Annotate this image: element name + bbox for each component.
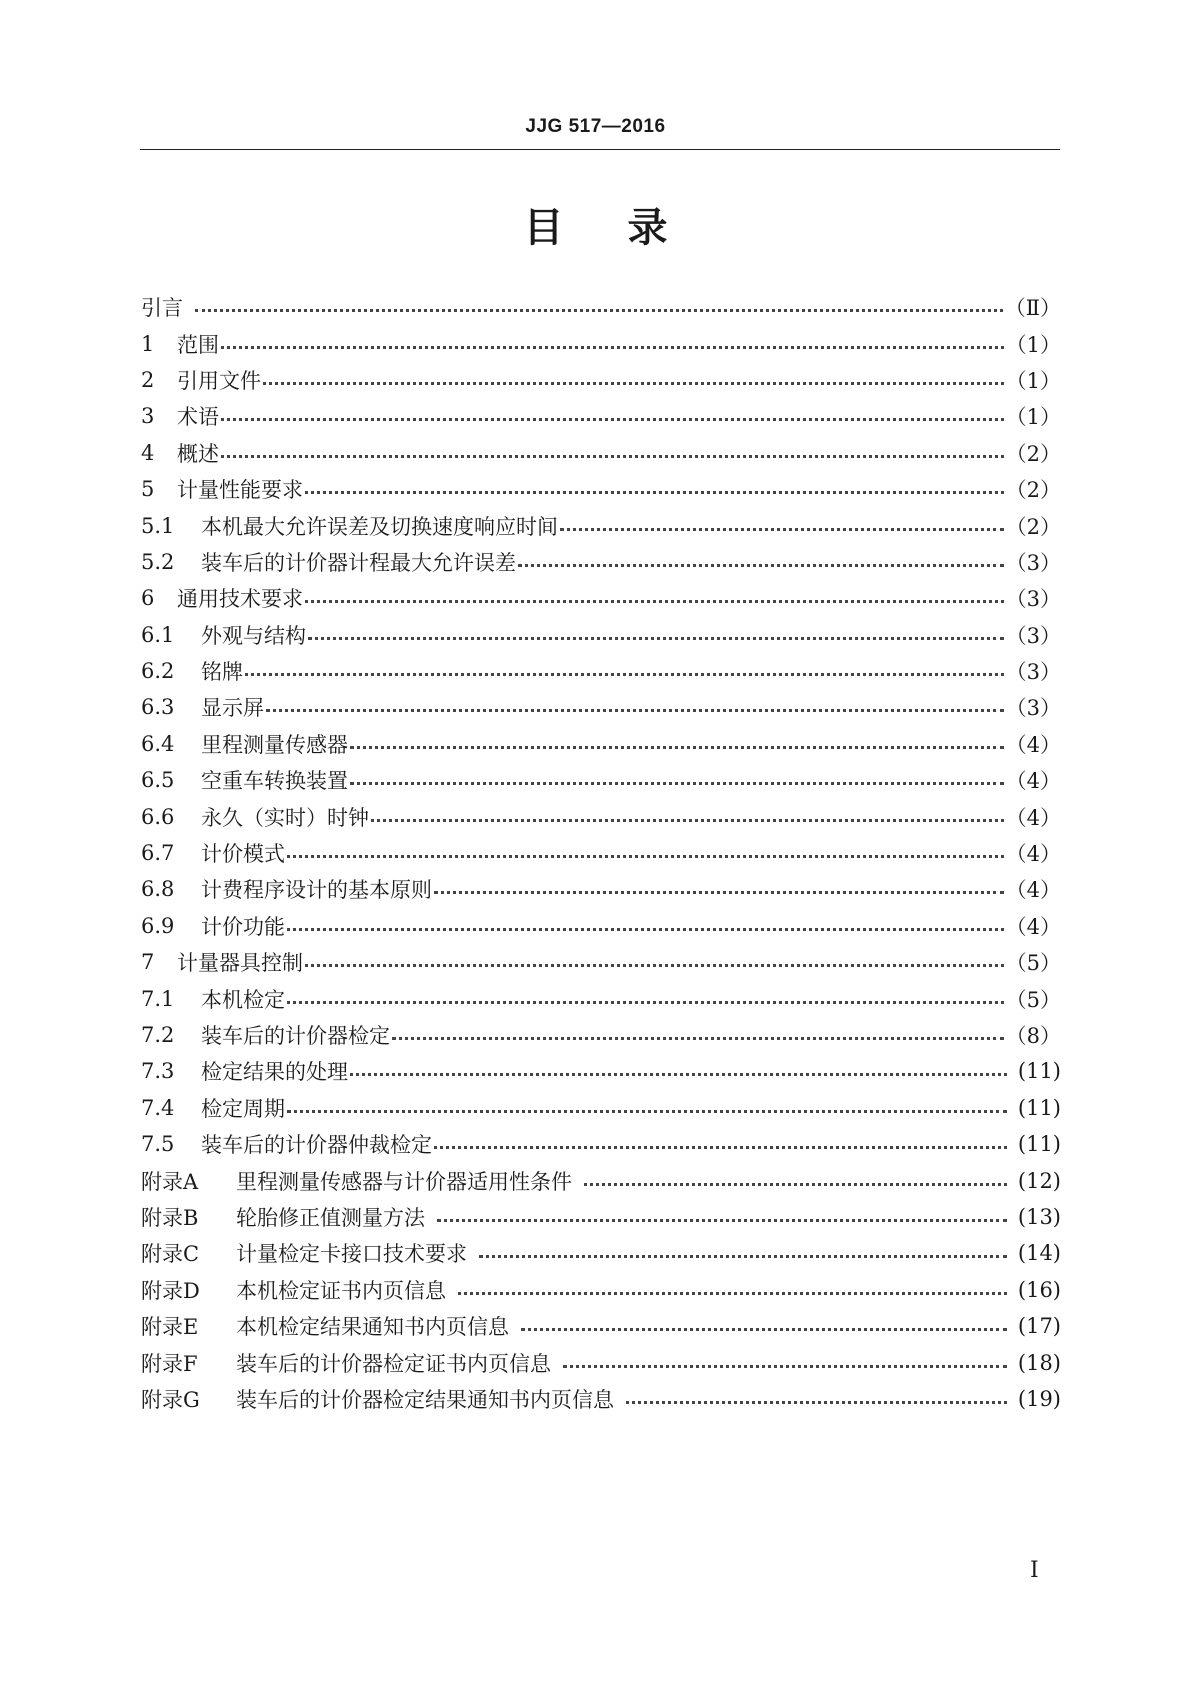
toc-leader-dots [308, 624, 1004, 646]
toc-entry-title: 概述 [177, 441, 219, 466]
toc-entry-page: (19) [1017, 1386, 1061, 1411]
page-number: I [1030, 1558, 1039, 1583]
toc-entry-number: 6.4 [141, 731, 175, 756]
toc-entry-number: 7.3 [141, 1059, 175, 1084]
toc-entry-title: 计量器具控制 [177, 951, 303, 976]
toc-entry-number: 6 [141, 586, 155, 611]
toc-leader-dots [563, 1352, 1007, 1374]
toc-leader-dots [305, 478, 1004, 500]
toc-entry[interactable] [141, 398, 1061, 434]
toc-entry-page: (12) [1017, 1168, 1061, 1193]
toc-leader-dots [266, 696, 1004, 718]
toc-entry[interactable] [141, 908, 1061, 944]
page-title-char-2: 录 [627, 205, 668, 251]
toc-leader-dots [560, 515, 1004, 537]
toc-leader-dots [350, 769, 1004, 791]
toc-entry-number: 附录A [141, 1169, 199, 1194]
toc-entry[interactable] [141, 835, 1061, 871]
toc-entry[interactable] [141, 689, 1061, 725]
toc-entry-title: 范围 [177, 332, 219, 357]
toc-entry-title: 术语 [177, 405, 219, 430]
toc-leader-dots [263, 369, 1004, 391]
toc-entry-title: 本机检定 [201, 987, 285, 1012]
toc-entry-page: （4） [1005, 732, 1061, 757]
toc-entry-page: （3） [1005, 623, 1061, 648]
toc-entry-title: 轮胎修正值测量方法 [236, 1205, 425, 1230]
page-title [0, 200, 1191, 256]
toc-entry-title: 通用技术要求 [177, 587, 303, 612]
toc-entry-page: (11) [1017, 1059, 1061, 1084]
toc-entry-title: 外观与结构 [201, 623, 306, 648]
toc-entry[interactable] [141, 762, 1061, 798]
toc-leader-dots [350, 733, 1004, 755]
toc-entry-title: 检定结果的处理 [201, 1060, 348, 1085]
toc-leader-dots [245, 660, 1004, 682]
toc-entry-page: （1） [1005, 368, 1061, 393]
toc-entry-number: 7 [141, 950, 155, 975]
toc-entry-page: （3） [1005, 660, 1061, 685]
toc-leader-dots [287, 915, 1004, 937]
toc-entry[interactable] [141, 1344, 1061, 1380]
toc-entry[interactable] [141, 944, 1061, 980]
toc-entry-number: 5 [141, 477, 155, 502]
toc-entry[interactable] [141, 980, 1061, 1016]
toc-entry-page: （1） [1005, 405, 1061, 430]
toc-entry[interactable] [141, 871, 1061, 907]
toc-entry-number: 附录F [141, 1351, 198, 1376]
toc-entry[interactable] [141, 471, 1061, 507]
toc-entry-number: 6.9 [141, 913, 175, 938]
toc-entry-title: 显示屏 [201, 696, 264, 721]
toc-entry-title: 装车后的计价器仲裁检定 [201, 1133, 432, 1158]
toc-entry-title: 里程测量传感器 [201, 732, 348, 757]
toc-entry-number: 7.5 [141, 1132, 175, 1157]
toc-entry[interactable] [141, 1090, 1061, 1126]
toc-entry-page: （4） [1005, 914, 1061, 939]
toc-leader-dots [350, 1060, 1007, 1082]
toc-leader-dots [305, 951, 1004, 973]
toc-entry[interactable] [141, 580, 1061, 616]
toc-entry-number: 附录C [141, 1242, 200, 1267]
toc-entry-title: 计费程序设计的基本原则 [201, 878, 432, 903]
toc-leader-dots [458, 1279, 1007, 1301]
toc-entry-page: （2） [1005, 514, 1061, 539]
toc-leader-dots [305, 587, 1004, 609]
toc-entry-title: 装车后的计价器检定结果通知书内页信息 [236, 1387, 614, 1412]
toc-entry-page: （8） [1005, 1024, 1061, 1048]
toc-entry[interactable] [141, 325, 1061, 361]
toc-entry-page: （5） [1005, 987, 1061, 1012]
toc-entry-page: （5） [1005, 951, 1061, 976]
toc-entry[interactable] [141, 1199, 1061, 1235]
page-title-char-1: 目 [523, 205, 564, 251]
toc-entry-number: 7.1 [141, 986, 175, 1011]
toc-entry-title: 铭牌 [201, 660, 243, 685]
toc-entry[interactable] [141, 1308, 1061, 1344]
toc-entry-title: 计量检定卡接口技术要求 [236, 1242, 467, 1267]
document-code: JJG 517—2016 [525, 116, 666, 137]
toc-entry-title: 检定周期 [201, 1096, 285, 1121]
toc-entry-page: (11) [1017, 1095, 1061, 1120]
toc-entry-page: （4） [1005, 805, 1061, 830]
toc-leader-dots [371, 806, 1004, 828]
toc-entry-page: （2） [1005, 478, 1061, 503]
toc-entry-title: 本机最大允许误差及切换速度响应时间 [201, 514, 558, 539]
toc-entry-title: 引用文件 [177, 368, 261, 393]
toc-entry-page: （4） [1005, 769, 1061, 794]
toc-entry-number: 6.7 [141, 841, 175, 866]
toc-entry-title: 空重车转换装置 [201, 769, 348, 794]
toc-entry-title: 本机检定证书内页信息 [236, 1278, 446, 1303]
toc-entry[interactable] [141, 617, 1061, 653]
toc-leader-dots [584, 1170, 1007, 1192]
toc-entry-number: 1 [141, 331, 155, 356]
toc-entry-number: 6.3 [141, 695, 175, 720]
toc-entry-number: 3 [141, 404, 155, 429]
toc-entry[interactable] [141, 435, 1061, 471]
toc-entry-page: （2） [1005, 441, 1061, 466]
toc-entry-page: (17) [1017, 1314, 1061, 1339]
toc-entry-number: 4 [141, 440, 155, 465]
toc-entry-title: 永久（实时）时钟 [201, 805, 369, 830]
toc-entry-page: (11) [1017, 1132, 1061, 1157]
toc-leader-dots [287, 842, 1004, 864]
toc-entry-number: 附录E [141, 1315, 199, 1340]
toc-entry[interactable] [141, 798, 1061, 834]
toc-leader-dots [437, 1206, 1007, 1228]
toc-entry-page: （4） [1005, 878, 1061, 903]
toc-entry-title: 装车后的计价器计程最大允许误差 [201, 550, 516, 575]
toc-entry[interactable] [141, 1162, 1061, 1198]
toc-leader-dots [479, 1242, 1007, 1264]
toc-entry-number: 6.8 [141, 877, 175, 902]
toc-entry-title: 装车后的计价器检定证书内页信息 [236, 1351, 551, 1376]
toc-leader-dots [287, 988, 1004, 1010]
toc-entry-number: 5.1 [141, 513, 175, 538]
toc-entry-number: 7.2 [141, 1023, 175, 1047]
toc-entry-title: 计价功能 [201, 914, 285, 939]
toc-entry-page: (13) [1017, 1204, 1061, 1229]
toc-leader-dots [221, 442, 1004, 464]
toc-entry-number: 6.2 [141, 659, 175, 684]
toc-entry[interactable] [141, 1126, 1061, 1162]
toc-entry-number: 2 [141, 367, 155, 392]
toc-entry-number: 附录G [141, 1387, 200, 1412]
toc-entry-number: 5.2 [141, 549, 175, 574]
toc-leader-dots [287, 1097, 1007, 1119]
toc-entry[interactable] [141, 1272, 1061, 1308]
toc-entry[interactable] [141, 726, 1061, 762]
toc-leader-dots [195, 296, 1003, 318]
toc-leader-dots [518, 551, 1004, 573]
toc-entry-number: 6.6 [141, 804, 175, 829]
toc-leader-dots [521, 1315, 1007, 1337]
toc-entry-number: 6.5 [141, 768, 175, 793]
toc-entry-page: （3） [1005, 550, 1061, 575]
toc-entry-title: 里程测量传感器与计价器适用性条件 [236, 1169, 572, 1194]
toc-entry-title: 计量性能要求 [177, 478, 303, 503]
toc-entry[interactable] [141, 1053, 1061, 1089]
header-rule [140, 149, 1060, 150]
toc-leader-dots [221, 405, 1004, 427]
toc-entry-title: 装车后的计价器检定 [201, 1024, 390, 1048]
toc-entry-page: （Ⅱ） [1004, 296, 1061, 321]
toc-entry[interactable] [141, 1381, 1061, 1417]
table-of-contents [141, 289, 1061, 1417]
toc-entry-title: 引言 [141, 296, 183, 321]
toc-entry-page: （1） [1005, 332, 1061, 357]
toc-entry-page: (18) [1017, 1350, 1061, 1375]
toc-leader-dots [392, 1024, 1004, 1046]
toc-entry-page: （3） [1005, 587, 1061, 612]
toc-entry-number: 7.4 [141, 1095, 175, 1120]
toc-entry-page: (14) [1017, 1241, 1061, 1266]
toc-leader-dots [626, 1388, 1007, 1410]
toc-leader-dots [434, 878, 1004, 900]
toc-entry[interactable] [141, 289, 1061, 325]
toc-entry[interactable] [141, 1017, 1061, 1053]
toc-entry-title: 本机检定结果通知书内页信息 [236, 1315, 509, 1340]
toc-leader-dots [434, 1133, 1007, 1155]
toc-entry[interactable] [141, 544, 1061, 580]
toc-entry-number: 附录B [141, 1205, 199, 1230]
toc-entry-page: （4） [1005, 842, 1061, 867]
toc-entry[interactable] [141, 653, 1061, 689]
toc-entry-number: 附录D [141, 1278, 200, 1303]
toc-entry-title: 计价模式 [201, 842, 285, 867]
toc-leader-dots [221, 333, 1004, 355]
toc-entry[interactable] [141, 1235, 1061, 1271]
toc-entry[interactable] [141, 507, 1061, 543]
toc-entry[interactable] [141, 362, 1061, 398]
toc-entry-number: 6.1 [141, 622, 175, 647]
toc-entry-page: （3） [1005, 696, 1061, 721]
toc-entry-page: (16) [1017, 1277, 1061, 1302]
